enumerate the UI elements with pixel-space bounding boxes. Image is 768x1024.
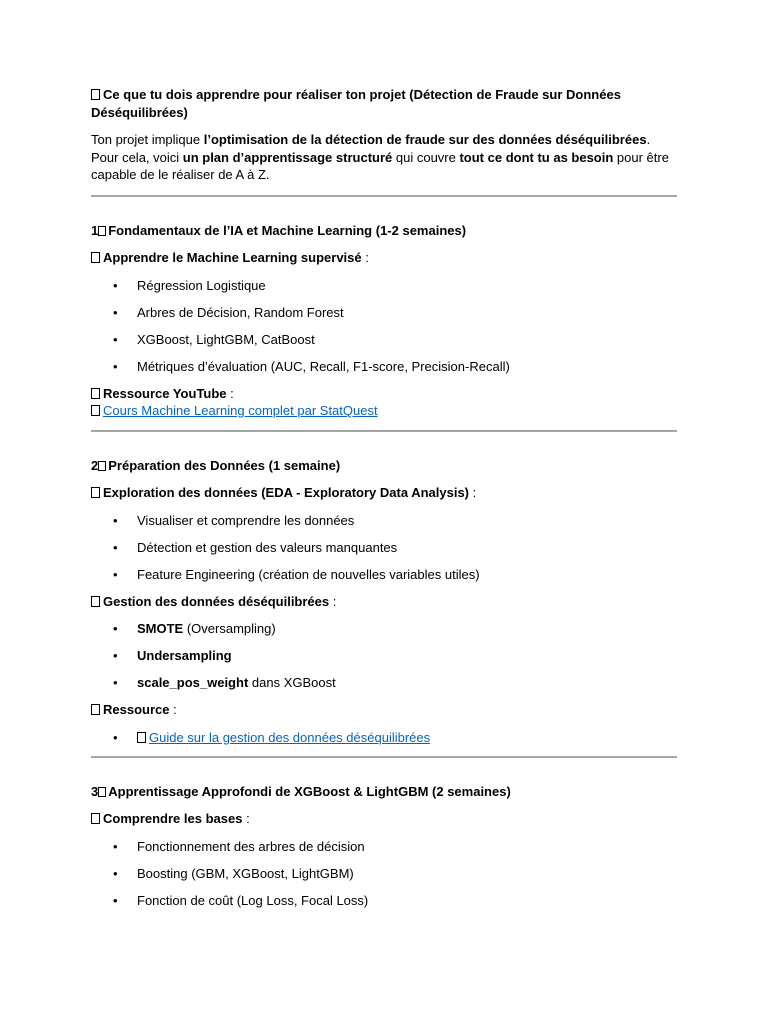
missing-glyph-icon — [91, 813, 100, 824]
section-2-number: 2 — [91, 457, 99, 473]
section-2-resource-list — [91, 729, 677, 746]
horizontal-rule — [91, 195, 677, 197]
list-item — [91, 647, 677, 664]
section-3-subheading — [91, 810, 677, 828]
section-2-resource-label — [91, 701, 677, 719]
undersampling-label: Undersampling — [137, 648, 232, 663]
document-content — [91, 86, 677, 909]
missing-glyph-icon — [91, 89, 100, 100]
section-3-number: 3 — [91, 783, 99, 799]
section-1-subheading — [91, 249, 677, 267]
statquest-course-link[interactable]: Cours Machine Learning complet par StatQuest — [103, 403, 378, 418]
colon: : — [469, 485, 477, 500]
intro-text-2: . Pour cela, voici — [91, 132, 651, 165]
colon: : — [169, 702, 177, 717]
intro-title — [91, 86, 677, 121]
section-2-title — [91, 457, 677, 475]
section-1-resource-label — [91, 385, 677, 403]
list-item: • Feature Engineering (création de nouvelles variables utiles) — [91, 566, 677, 583]
section-3-title-text: Apprentissage Approfondi de XGBoost & LightGBM (2 semaines) — [108, 783, 511, 799]
list-item — [91, 729, 677, 746]
scale-pos-weight-desc: dans XGBoost — [248, 675, 336, 690]
section-1-sub-text: Apprendre le Machine Learning supervisé — [103, 250, 362, 265]
intro-paragraph — [91, 131, 677, 184]
section-1-list — [91, 277, 677, 375]
intro-text-4: pour être capable de le réaliser de A à Z. — [91, 149, 669, 182]
smote-desc: (Oversampling) — [183, 621, 276, 636]
missing-glyph-icon — [91, 388, 100, 399]
section-1-resource-link-row — [91, 402, 677, 420]
missing-glyph-icon — [91, 487, 100, 498]
missing-glyph-icon — [91, 596, 100, 607]
list-item: • Régression Logistique — [91, 277, 677, 294]
section-3-title — [91, 783, 677, 801]
list-item: • Visualiser et comprendre les données — [91, 512, 677, 529]
list-item — [91, 620, 677, 637]
horizontal-rule — [91, 756, 677, 758]
resource-label-text: Ressource YouTube — [103, 385, 227, 401]
intro-title-text: Ce que tu dois apprendre pour réaliser ton projet (Détection de Fraude sur Données Déséquilibrées) — [91, 87, 621, 120]
imbalanced-data-guide-link[interactable]: Guide sur la gestion des données déséquilibrées — [149, 729, 431, 745]
missing-glyph-icon — [137, 732, 146, 743]
intro-text-3: qui couvre — [392, 149, 460, 165]
section-2-title-text: Préparation des Données (1 semaine) — [108, 457, 341, 473]
section-1-title-text: Fondamentaux de l’IA et Machine Learning (1-2 semaines) — [108, 222, 467, 238]
list-item — [91, 674, 677, 691]
colon: : — [361, 250, 369, 265]
list-item: • XGBoost, LightGBM, CatBoost — [91, 331, 677, 348]
section-1-title — [91, 222, 677, 240]
section-3-sub-text: Comprendre les bases — [103, 811, 243, 826]
list-item: • Fonction de coût (Log Loss, Focal Loss) — [91, 892, 677, 909]
horizontal-rule — [91, 430, 677, 432]
intro-text-1: Ton projet implique — [91, 132, 204, 147]
keycap-icon — [98, 226, 106, 236]
missing-glyph-icon — [91, 252, 100, 263]
scale-pos-weight-label: scale_pos_weight — [137, 675, 249, 690]
missing-glyph-icon — [91, 405, 100, 416]
colon: : — [329, 593, 337, 609]
intro-bold-1: l’optimisation de la détection de fraude sur des données déséquilibrées — [203, 132, 647, 147]
section-2-subheading-2 — [91, 593, 677, 611]
section-2-subheading — [91, 484, 677, 502]
intro-bold-2: un plan d’apprentissage structuré — [182, 149, 393, 165]
keycap-icon — [98, 461, 106, 471]
colon: : — [242, 811, 250, 826]
colon: : — [226, 385, 234, 401]
resource-label-text: Ressource — [103, 702, 170, 717]
section-2-list-2 — [91, 620, 677, 691]
list-item: • Métriques d’évaluation (AUC, Recall, F1-score, Precision-Recall) — [91, 358, 677, 375]
list-item: • Boosting (GBM, XGBoost, LightGBM) — [91, 865, 677, 882]
list-item: • Fonctionnement des arbres de décision — [91, 838, 677, 855]
keycap-icon — [98, 787, 106, 797]
missing-glyph-icon — [91, 704, 100, 715]
list-item: • Arbres de Décision, Random Forest — [91, 304, 677, 321]
section-2-list — [91, 512, 677, 583]
smote-label: SMOTE — [137, 621, 184, 636]
section-3-list — [91, 838, 677, 909]
section-2-sub2-text: Gestion des données déséquilibrées — [103, 593, 330, 609]
section-1-number: 1 — [91, 222, 99, 238]
section-2-sub-text: Exploration des données (EDA - Exploratory Data Analysis) — [103, 485, 470, 500]
list-item: • Détection et gestion des valeurs manquantes — [91, 539, 677, 556]
intro-bold-3: tout ce dont tu as besoin — [459, 149, 614, 165]
